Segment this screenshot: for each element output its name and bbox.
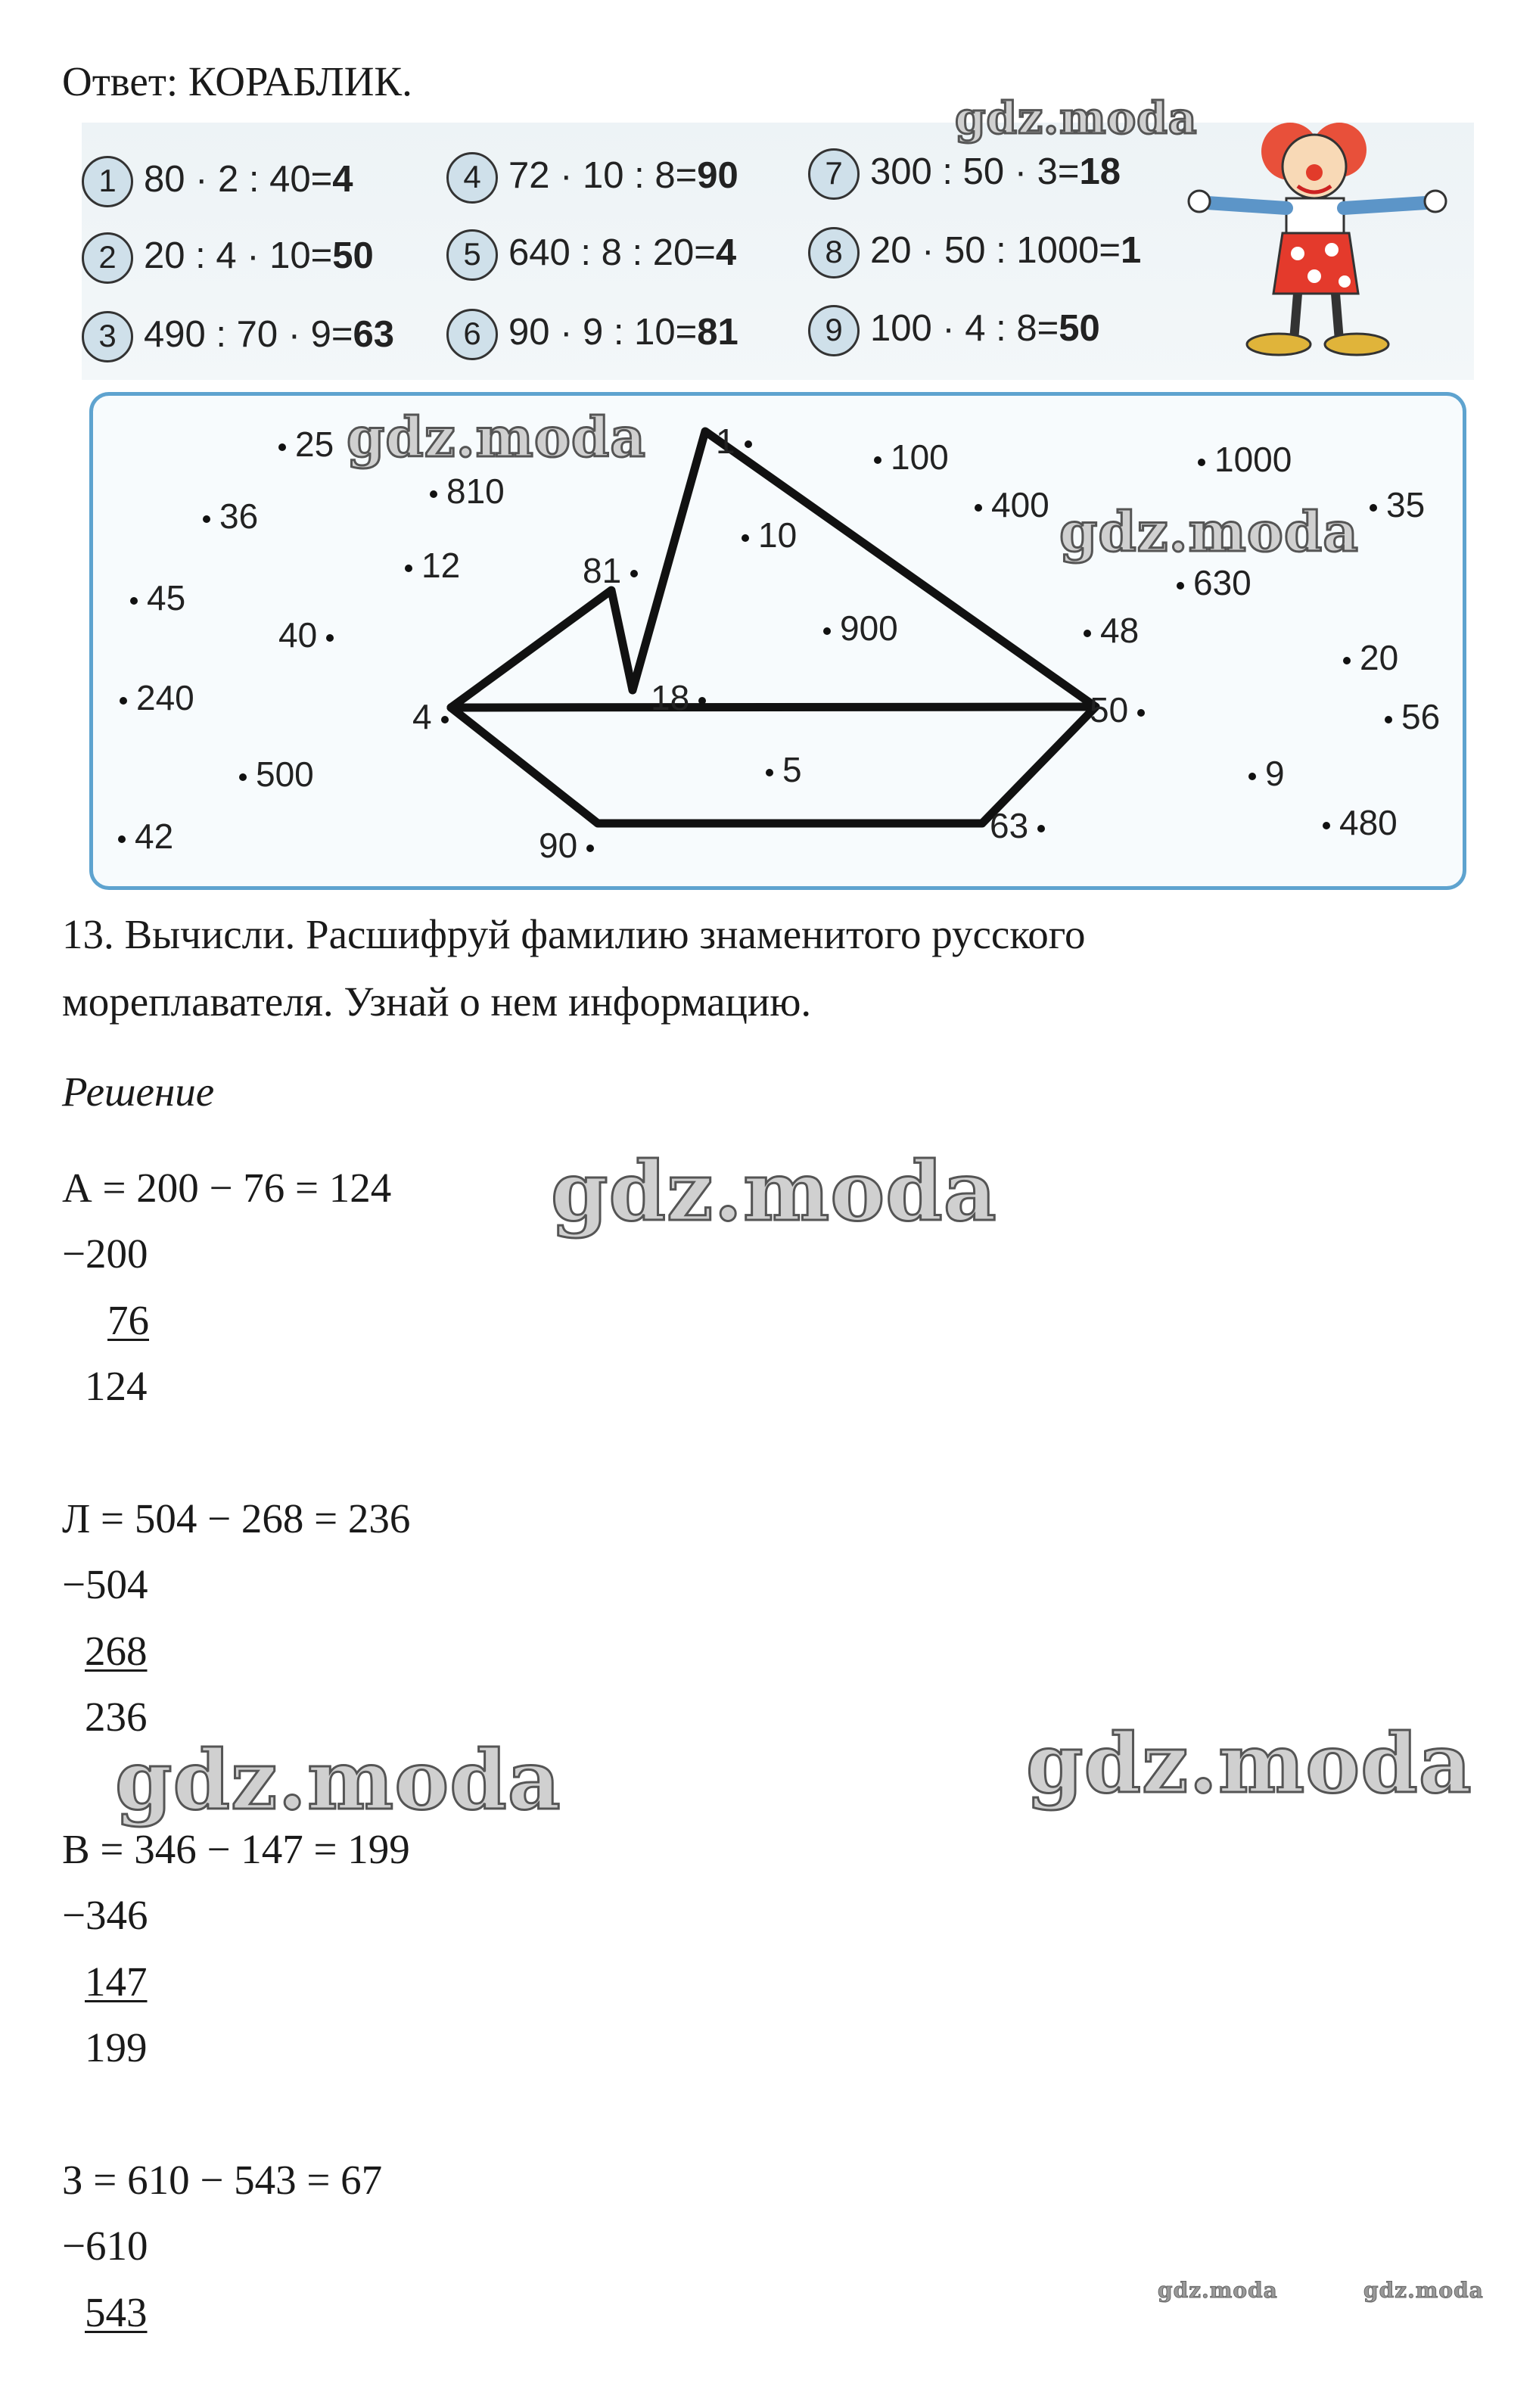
dot-9: 9 — [1248, 753, 1285, 794]
calc-v-equation: В = 346 − 147 = 199 — [62, 1826, 410, 1872]
dot-63: 63 — [990, 805, 1045, 846]
task-title-line-2: мореплавателя. Узнай о нем информацию. — [62, 978, 812, 1025]
dot-1000: 1000 — [1198, 439, 1292, 480]
problem-expression: 72 · 10 : 8= — [508, 154, 698, 196]
calc-z-minuend: −610 — [62, 2223, 148, 2269]
watermark: gdz.moda — [1158, 2278, 1278, 2303]
problem-result: 18 — [1079, 151, 1121, 192]
calc-v-result: 199 — [85, 2024, 148, 2070]
dot-18: 18 — [651, 677, 706, 718]
dot-12: 12 — [405, 545, 460, 586]
problem-number: 4 — [446, 152, 498, 204]
problem-expression: 80 · 2 : 40= — [144, 158, 333, 200]
problem-result: 1 — [1121, 229, 1142, 271]
ship-sail-line — [451, 431, 1096, 708]
dot-100: 100 — [874, 437, 949, 478]
solution-label: Решение — [62, 1069, 215, 1115]
problem-result: 90 — [697, 154, 738, 196]
calc-a-result: 124 — [85, 1363, 148, 1409]
calc-l-subtrahend: 268 — [85, 1628, 148, 1674]
problem-expression: 20 · 50 : 1000= — [870, 229, 1121, 271]
calc-l-minuend: −504 — [62, 1561, 148, 1607]
dot-480: 480 — [1323, 802, 1398, 843]
calc-v-minuend: −346 — [62, 1892, 148, 1938]
problem-expression: 490 : 70 · 9= — [144, 313, 353, 355]
problem-result: 81 — [697, 311, 738, 353]
problem-number: 5 — [446, 229, 498, 281]
problem-expression: 100 · 4 : 8= — [870, 307, 1059, 349]
dot-4: 4 — [412, 696, 449, 737]
dot-81: 81 — [583, 550, 638, 591]
dot-810: 810 — [430, 471, 505, 512]
watermark: gdz.moda — [955, 92, 1198, 144]
problem-expression: 20 : 4 · 10= — [144, 235, 333, 276]
problem-result: 4 — [715, 232, 737, 273]
problem-result: 50 — [332, 235, 374, 276]
calc-l-result: 236 — [85, 1694, 148, 1740]
calc-z-equation: З = 610 − 543 = 67 — [62, 2157, 383, 2203]
dot-56: 56 — [1385, 696, 1440, 737]
answer-line: Ответ: КОРАБЛИК. — [62, 58, 412, 104]
calc-l-equation: Л = 504 − 268 = 236 — [62, 1495, 411, 1542]
dot-25: 25 — [278, 424, 334, 465]
watermark: gdz.moda — [1363, 2278, 1484, 2303]
watermark: gdz.moda — [551, 1144, 997, 1240]
dot-45: 45 — [130, 577, 185, 618]
dot-90: 90 — [539, 825, 594, 866]
dot-1: 1 — [716, 421, 752, 462]
calc-z-subtrahend: 543 — [85, 2289, 148, 2335]
problem-number: 1 — [82, 156, 133, 207]
dot-36: 36 — [203, 496, 258, 537]
problem-expression: 90 · 9 : 10= — [508, 311, 698, 353]
watermark: gdz.moda — [347, 405, 646, 469]
watermark: gdz.moda — [115, 1733, 561, 1828]
calc-a-subtrahend: 76 — [107, 1297, 149, 1343]
problem-number: 9 — [808, 305, 860, 356]
dot-42: 42 — [118, 816, 173, 857]
dot-630: 630 — [1177, 562, 1251, 603]
dot-500: 500 — [239, 754, 314, 795]
calc-a-minuend: −200 — [62, 1230, 148, 1277]
dot-400: 400 — [975, 484, 1049, 525]
dot-50: 50 — [1090, 689, 1145, 730]
problem-number: 6 — [446, 309, 498, 360]
dot-40: 40 — [278, 614, 334, 655]
dot-5: 5 — [766, 749, 802, 790]
ship-deck-line — [451, 707, 1096, 708]
problem-expression: 640 : 8 : 20= — [508, 232, 716, 273]
calc-v-subtrahend: 147 — [85, 1958, 148, 2005]
dot-10: 10 — [742, 515, 797, 555]
problem-number: 2 — [82, 232, 133, 284]
dot-20: 20 — [1343, 637, 1398, 678]
problem-result: 63 — [353, 313, 395, 355]
problem-result: 50 — [1059, 307, 1100, 349]
problem-number: 7 — [808, 148, 860, 200]
problem-expression: 300 : 50 · 3= — [870, 151, 1080, 192]
watermark: gdz.moda — [1026, 1716, 1472, 1812]
problem-result: 4 — [332, 158, 353, 200]
dot-35: 35 — [1370, 484, 1425, 525]
problem-number: 8 — [808, 227, 860, 278]
dot-900: 900 — [823, 608, 898, 649]
dot-48: 48 — [1084, 610, 1139, 651]
calc-a-equation: А = 200 − 76 = 124 — [62, 1165, 392, 1211]
dot-240: 240 — [120, 677, 194, 718]
watermark: gdz.moda — [1059, 499, 1359, 564]
problem-number: 3 — [82, 311, 133, 362]
task-title-line-1: 13. Вычисли. Расшифруй фамилию знаменитого русского — [62, 911, 1086, 957]
